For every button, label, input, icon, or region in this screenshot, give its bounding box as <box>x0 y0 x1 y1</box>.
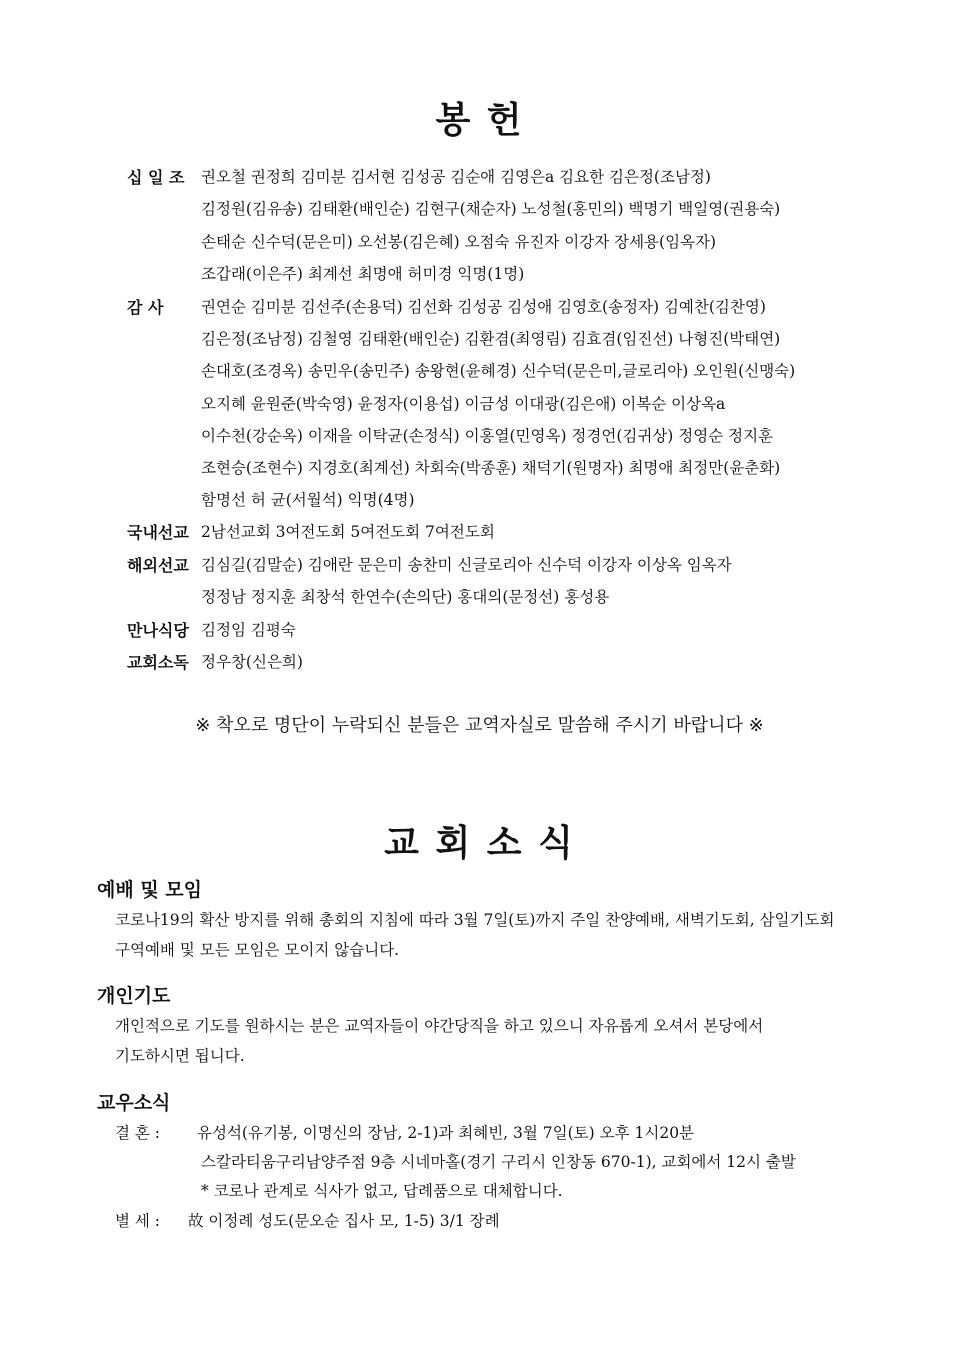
disinfect-label: 교회소독 <box>127 653 189 672</box>
worship-text: 구역예배 및 모든 모임은 모이지 않습니다. <box>115 941 400 959</box>
thanks-label: 감 사 <box>127 298 164 317</box>
disinfect-line: 정우창(신은희) <box>201 653 303 671</box>
manna-label: 만나식당 <box>127 621 189 640</box>
prayer-heading: 개인기도 <box>97 985 171 1007</box>
prayer-text: 개인적으로 기도를 원하시는 분은 교역자들이 야간당직을 하고 있으니 자유롭게 오셔서 본당에서 <box>115 1017 764 1035</box>
members-heading: 교우소식 <box>97 1092 171 1114</box>
overseas-mission-line: 김심길(김말순) 김애란 문은미 송찬미 신글로리아 신수덕 이강자 이상옥 임옥자 <box>201 556 732 574</box>
tithe-line: 조갑래(이은주) 최계선 최명애 허미경 익명(1명) <box>201 265 525 283</box>
overseas-mission-label: 해외선교 <box>127 556 189 575</box>
offering-title: 봉 헌 <box>435 100 524 141</box>
wedding-label: 결 혼 : <box>115 1124 161 1142</box>
prayer-text: 기도하시면 됩니다. <box>115 1047 245 1065</box>
worship-heading: 예배 및 모임 <box>97 879 202 901</box>
thanks-line: 이수천(강순옥) 이재을 이탁균(손정식) 이홍열(민영옥) 정경언(김귀상) 정영순 정지훈 <box>201 427 774 445</box>
tithe-line: 권오철 권정희 김미분 김서현 김성공 김순애 김영은a 김요한 김은정(조남정) <box>201 168 711 186</box>
wedding-text: 유성석(유기봉, 이명신의 장남, 2-1)과 최혜빈, 3월 7일(토) 오후 1시20분 <box>197 1124 695 1142</box>
thanks-line: 함명선 허 균(서월석) 익명(4명) <box>201 491 415 509</box>
domestic-mission-line: 2남선교회 3여전도회 5여전도회 7여전도회 <box>201 523 495 541</box>
overseas-mission-line: 정정남 정지훈 최창석 한연수(손의단) 홍대의(문정선) 홍성용 <box>201 588 610 606</box>
passing-label: 별 세 : <box>115 1212 161 1230</box>
thanks-line: 권연순 김미분 김선주(손용덕) 김선화 김성공 김성애 김영호(송정자) 김예찬(김찬영) <box>201 298 766 316</box>
domestic-mission-label: 국내선교 <box>127 523 189 542</box>
tithe-label: 십 일 조 <box>127 168 185 187</box>
thanks-line: 오지혜 윤원준(박숙영) 윤정자(이용섭) 이금성 이대광(김은애) 이복순 이상옥a <box>201 395 726 413</box>
omission-notice: ※ 착오로 명단이 누락되신 분들은 교역자실로 말씀해 주시기 바랍니다 ※ <box>195 715 764 736</box>
thanks-line: 손대호(조경옥) 송민우(송민주) 송왕현(윤혜경) 신수덕(문은미,글로리아) 오인원(신맹숙) <box>201 362 796 380</box>
wedding-text: 스칼라티움구리남양주점 9층 시네마홀(경기 구리시 인창동 670-1), 교회에서 12시 출발 <box>201 1153 796 1171</box>
worship-text: 코로나19의 확산 방지를 위해 총회의 지침에 따라 3월 7일(토)까지 주일 찬양예배, 새벽기도회, 삼일기도회 <box>115 911 835 929</box>
passing-text: 故 이정례 성도(문오순 집사 모, 1-5) 3/1 장례 <box>188 1212 500 1230</box>
thanks-line: 김은정(조남정) 김철영 김태환(배인순) 김환겸(최영림) 김효겸(임진선) 나형진(박태연) <box>201 330 781 348</box>
thanks-line: 조현승(조현수) 지경호(최계선) 차회숙(박종훈) 채덕기(원명자) 최명애 최정만(윤춘화) <box>201 459 781 477</box>
tithe-line: 손태순 신수덕(문은미) 오선봉(김은혜) 오점숙 유진자 이강자 장세용(임옥자) <box>201 233 717 251</box>
manna-line: 김정임 김평숙 <box>201 621 296 639</box>
news-title: 교 회 소 식 <box>384 823 575 864</box>
wedding-text: * 코로나 관계로 식사가 없고, 답례품으로 대체합니다. <box>201 1182 563 1200</box>
tithe-line: 김정원(김유송) 김태환(배인순) 김현구(채순자) 노성철(홍민의) 백명기 백일영(권용숙) <box>201 200 781 218</box>
